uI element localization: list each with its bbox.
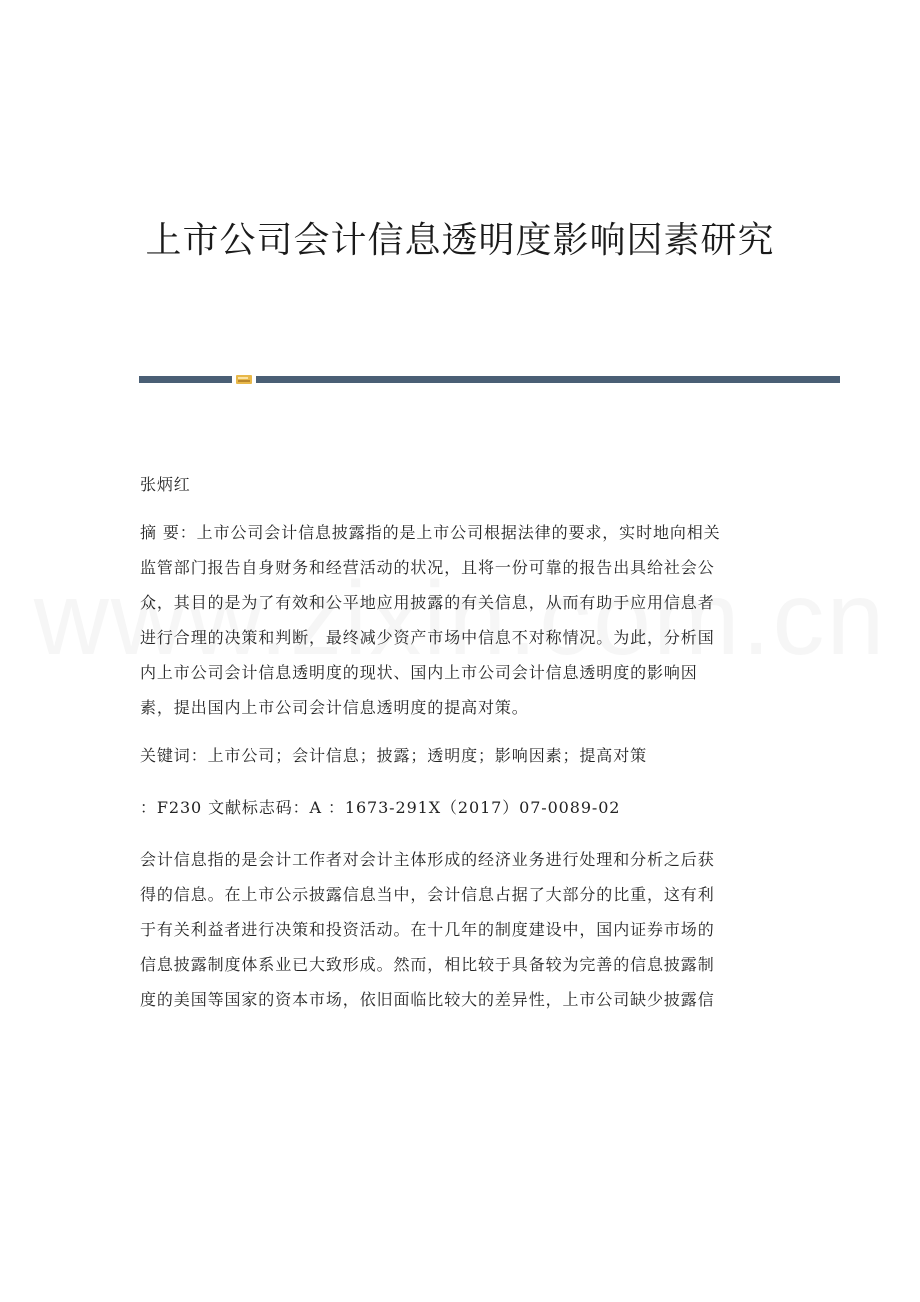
divider-bar-right (256, 376, 840, 383)
body-line: 信息披露制度体系业已大致形成。然而，相比较于具备较为完善的信息披露制 (140, 955, 715, 974)
keywords: 关键词：上市公司；会计信息；披露；透明度；影响因素；提高对策 (140, 746, 648, 765)
abstract-line: 摘 要：上市公司会计信息披露指的是上市公司根据法律的要求，实时地向相关 (140, 523, 721, 542)
body-line: 会计信息指的是会计工作者对会计主体形成的经济业务进行处理和分析之后获 (140, 850, 715, 869)
abstract-line: 进行合理的决策和判断，最终减少资产市场中信息不对称情况。为此，分析国 (140, 628, 715, 647)
abstract (140, 515, 780, 725)
author-name: 张炳红 (140, 475, 191, 494)
body-line: 得的信息。在上市公示披露信息当中，会计信息占据了大部分的比重，这有利 (140, 885, 715, 904)
divider-ornament-icon (236, 375, 252, 384)
document-title: 上市公司会计信息透明度影响因素研究 (145, 220, 775, 261)
body-line: 度的美国等国家的资本市场，依旧面临比较大的差异性，上市公司缺少披露信 (140, 990, 715, 1009)
divider-bar-left (139, 376, 232, 383)
abstract-line: 素，提出国内上市公司会计信息透明度的提高对策。 (140, 698, 529, 717)
abstract-line: 监管部门报告自身财务和经营活动的状况，且将一份可靠的报告出具给社会公 (140, 558, 715, 577)
body-paragraph (140, 842, 780, 1017)
title-divider (139, 375, 840, 384)
document-body (140, 467, 780, 1017)
abstract-line: 内上市公司会计信息透明度的现状、国内上市公司会计信息透明度的影响因 (140, 663, 698, 682)
classification-info: ：F230 文献标志码：A ：1673-291X（2017）07-0089-02 (140, 798, 621, 817)
abstract-line: 众，其目的是为了有效和公平地应用披露的有关信息，从而有助于应用信息者 (140, 593, 715, 612)
body-line: 于有关利益者进行决策和投资活动。在十几年的制度建设中，国内证券市场的 (140, 920, 715, 939)
